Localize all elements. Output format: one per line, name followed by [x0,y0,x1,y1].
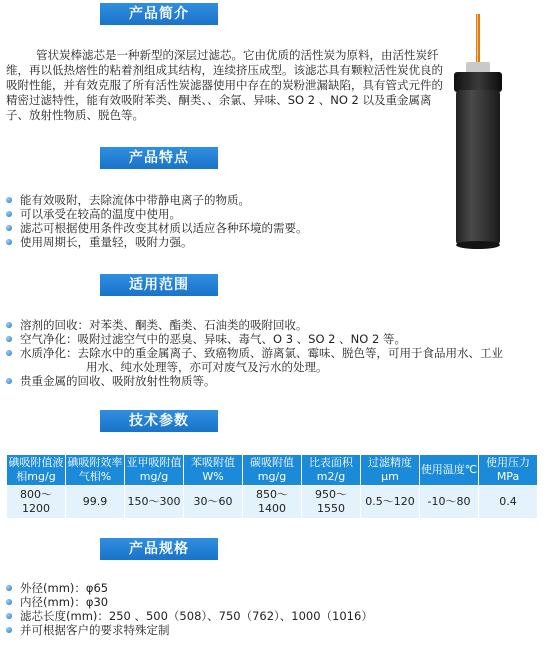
bullet-icon [6,225,12,231]
table-cell: 850～1400 [243,486,302,519]
table-header: 使用压力MPa [479,455,538,486]
filter-cartridge-image [426,10,536,250]
table-header: 碘吸附值液相mg/g [7,455,66,486]
list-item: 溶剂的回收：对苯类、酮类、酯类、石油类的吸附回收。 [0,318,540,332]
scope-list [0,318,540,388]
list-item: 水质净化：去除水中的重金属离子、致癌物质、游离氯、霉味、脱色等，可用于食品用水、工业 用水、纯水处理等，亦可对废气及污水的处理。 [0,346,540,374]
specs-list [0,581,540,637]
list-item: 外径(mm)：φ65 [0,581,540,595]
bullet-icon [6,613,12,619]
bullet-icon [6,585,12,591]
table-cell: 30～60 [184,486,243,519]
list-item: 内径(mm)：φ30 [0,595,540,609]
list-item: 并可根据客户的要求特殊定制 [0,623,540,637]
bullet-icon [6,599,12,605]
list-item: 空气净化：吸附过滤空气中的恶臭、异味、毒气、O 3 、SO 2 、NO 2 等。 [0,332,540,346]
list-item: 使用周期长，重量轻，吸附力强。 [0,235,440,249]
table-cell: 99.9 [66,486,125,519]
table-cell: -10～80 [420,486,479,519]
list-item: 滤芯可根据使用条件改变其材质以适应各种环境的需要。 [0,221,440,235]
table-cell: 150～300 [125,486,184,519]
table-header: 过滤精度μm [361,455,420,486]
bullet-icon [6,322,12,328]
list-item: 可以承受在较高的温度中使用。 [0,207,440,221]
bullet-icon [6,627,12,633]
table-header: 苯吸附值W% [184,455,243,486]
tech-params-table [6,454,538,519]
bullet-icon [6,336,12,342]
bullet-icon [6,211,12,217]
table-header: 亚甲吸附值mg/g [125,455,184,486]
table-header: 使用温度℃ [420,455,479,486]
bullet-icon [6,378,12,384]
table-cell: 0.4 [479,486,538,519]
section-header-features: 产品特点 [100,147,218,169]
table-header: 比表面积m2/g [302,455,361,486]
bullet-icon [6,350,12,356]
list-item: 能有效吸附，去除流体中带静电离子的物质。 [0,193,440,207]
section-header-params: 技术参数 [100,410,218,432]
bullet-icon [6,197,12,203]
list-item: 贵重金属的回收、吸附放射性物质等。 [0,374,540,388]
table-row [7,486,538,519]
table-header: 碳吸附值mg/g [243,455,302,486]
features-list [0,193,440,249]
list-item: 滤芯长度(mm)：250 、500（508）、750（762）、1000（1016） [0,609,540,623]
section-header-intro: 产品简介 [100,3,218,25]
table-header: 碘吸附效率气相% [66,455,125,486]
section-header-scope: 适用范围 [100,274,218,296]
bullet-icon [6,239,12,245]
section-header-specs: 产品规格 [100,538,218,560]
table-cell: 950～1550 [302,486,361,519]
table-header-row [7,455,538,486]
intro-paragraph: 管状炭棒滤芯是一种新型的深层过滤芯。它由优质的活性炭为原料，由活性炭纤维，再以低热熔性的粘着剂组成其结构，连续挤压成型。该滤芯具有颗粒活性炭优良的吸附性能，并有效克服了所有活性炭滤器使用中存在的炭粉泄漏缺陷，具有管式元件的精密过滤特性，能有效吸附苯类、酮类、、余氯、异味、SO 2 、NO 2 以及重金属离子、放射性物质、脱色等。 [6,48,443,122]
table-cell: 800～1200 [7,486,66,519]
table-cell: 0.5～120 [361,486,420,519]
